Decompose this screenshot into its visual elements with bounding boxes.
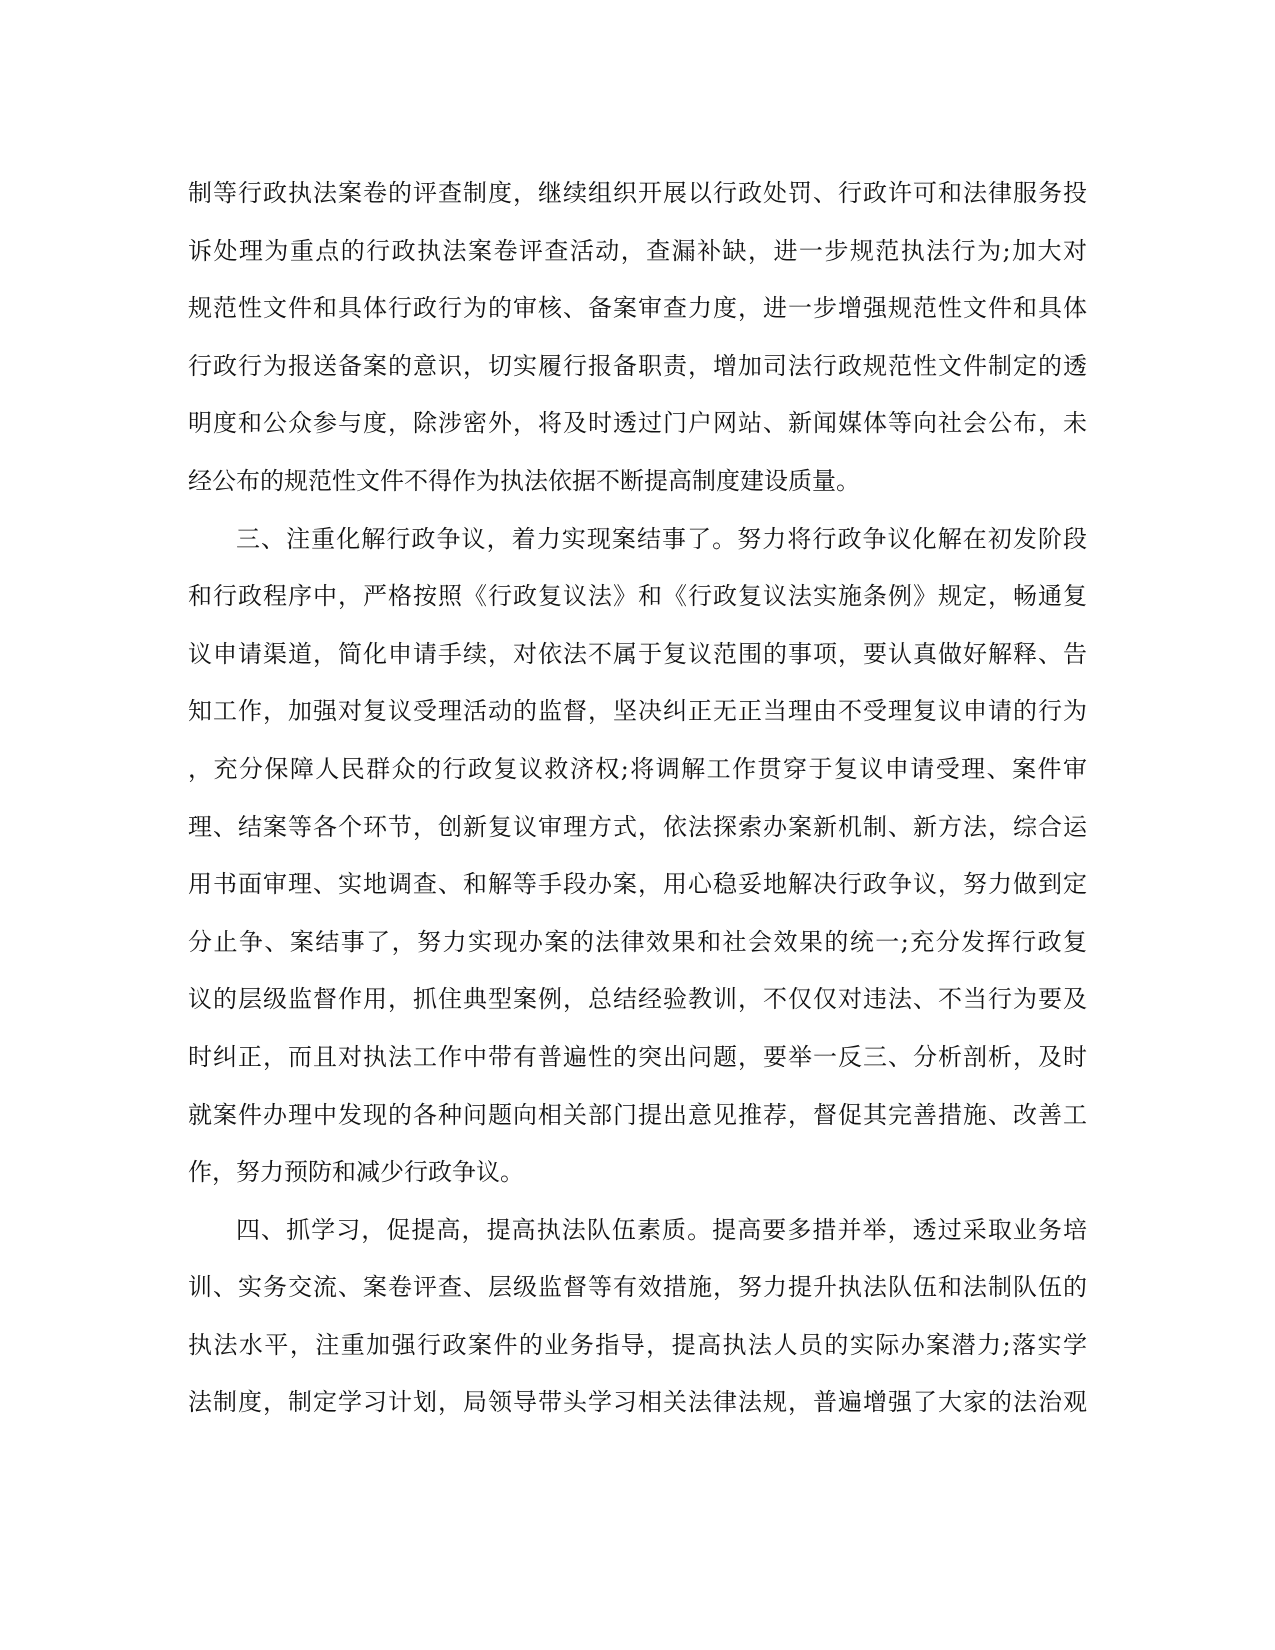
text-line: 明度和公众参与度，除涉密外，将及时透过门户网站、新闻媒体等向社会公布，未 bbox=[188, 409, 1087, 438]
text-line: 制等行政执法案卷的评查制度，继续组织开展以行政处罚、行政许可和法律服务投 bbox=[188, 179, 1087, 207]
text-line: 议的层级监督作用，抓住典型案例，总结经验教训，不仅仅对违法、不当行为要及 bbox=[188, 985, 1087, 1014]
text-line: 用书面审理、实地调查、和解等手段办案，用心稳妥地解决行政争议，努力做到定 bbox=[188, 870, 1087, 899]
document-body bbox=[188, 165, 1087, 1432]
text-line: 知工作，加强对复议受理活动的监督，坚决纠正无正当理由不受理复议申请的行为 bbox=[188, 697, 1087, 726]
text-line: 就案件办理中发现的各种问题向相关部门提出意见推荐，督促其完善措施、改善工 bbox=[188, 1100, 1087, 1129]
text-line: 执法水平，注重加强行政案件的业务指导，提高执法人员的实际办案潜力;落实学 bbox=[188, 1330, 1087, 1359]
text-line: 和行政程序中，严格按照《行政复议法》和《行政复议法实施条例》规定，畅通复 bbox=[188, 582, 1087, 611]
text-line: 法制度，制定学习计划，局领导带头学习相关法律法规，普遍增强了大家的法治观 bbox=[188, 1388, 1087, 1417]
text-line: 议申请渠道，简化申请手续，对依法不属于复议范围的事项，要认真做好解释、告 bbox=[188, 639, 1087, 668]
text-line: 诉处理为重点的行政执法案卷评查活动，查漏补缺，进一步规范执法行为;加大对 bbox=[188, 236, 1087, 265]
section-three-heading-line: 三、注重化解行政争议，着力实现案结事了。努力将行政争议化解在初发阶段 bbox=[236, 524, 1087, 553]
text-line: 经公布的规范性文件不得作为执法依据不断提高制度建设质量。 bbox=[188, 466, 860, 495]
text-line: 规范性文件和具体行政行为的审核、备案审查力度，进一步增强规范性文件和具体 bbox=[188, 294, 1087, 323]
text-line: 时纠正，而且对执法工作中带有普遍性的突出问题，要举一反三、分析剖析，及时 bbox=[188, 1042, 1087, 1071]
text-line: ，充分保障人民群众的行政复议救济权;将调解工作贯穿于复议申请受理、案件审 bbox=[188, 754, 1087, 783]
text-line: 理、结案等各个环节，创新复议审理方式，依法探索办案新机制、新方法，综合运 bbox=[188, 812, 1087, 841]
text-line: 分止争、案结事了，努力实现办案的法律效果和社会效果的统一;充分发挥行政复 bbox=[188, 927, 1087, 956]
text-line: 作，努力预防和减少行政争议。 bbox=[188, 1158, 524, 1187]
text-line: 训、实务交流、案卷评查、层级监督等有效措施，努力提升执法队伍和法制队伍的 bbox=[188, 1273, 1087, 1302]
section-four-heading-line: 四、抓学习，促提高，提高执法队伍素质。提高要多措并举，透过采取业务培 bbox=[236, 1215, 1087, 1244]
text-line: 行政行为报送备案的意识，切实履行报备职责，增加司法行政规范性文件制定的透 bbox=[188, 351, 1087, 380]
